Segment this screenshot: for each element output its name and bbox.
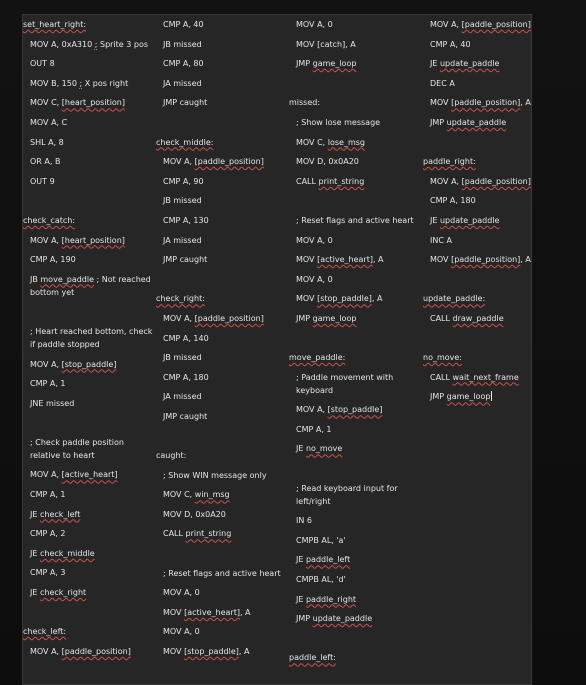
blank-line: [156, 429, 289, 442]
code-line: [23, 38, 156, 51]
code-line: [423, 116, 531, 129]
code-text: JA missed: [163, 235, 202, 245]
code-text: ; Reset flags and active heart: [163, 568, 281, 578]
code-line: [156, 18, 289, 31]
flagged-token: game_loop: [312, 313, 357, 323]
code-line: [23, 377, 156, 390]
code-line: [423, 18, 531, 31]
code-text: CMP A, 190: [30, 255, 76, 265]
code-text: ; Paddle movement with keyboard: [296, 372, 394, 395]
code-text: check_catch:: [23, 215, 76, 225]
code-text: MOV A,: [30, 359, 62, 369]
flagged-token: [stop_paddle]: [327, 405, 383, 415]
code-line: [23, 155, 156, 168]
flagged-token: game_loop: [446, 392, 491, 402]
code-text: MOV A,: [30, 646, 62, 656]
code-text: JE: [30, 509, 40, 519]
flagged-token: [active_heart]: [184, 607, 240, 617]
code-text: MOV A,: [430, 20, 462, 29]
code-line: [289, 514, 423, 527]
code-text: JE: [30, 588, 40, 598]
code-line: [156, 253, 289, 266]
code-text: JB missed: [163, 196, 202, 206]
code-text: OUT 9: [30, 176, 55, 186]
flagged-token: [paddle_position]: [461, 20, 531, 29]
code-line: [156, 175, 289, 188]
code-text: missed:: [289, 98, 321, 108]
document-page[interactable]: [22, 14, 532, 685]
code-line: [289, 612, 423, 625]
code-line: [289, 116, 423, 129]
flagged-token: [paddle_position]: [461, 176, 531, 186]
code-text: MOV: [296, 255, 318, 265]
code-comment: Sprite 3 pos: [97, 39, 149, 49]
code-line: [156, 351, 289, 364]
code-line: [156, 508, 289, 521]
flagged-token: [paddle_position]: [451, 255, 521, 265]
code-comment: X pos right: [82, 78, 129, 88]
code-text: CALL: [430, 313, 453, 323]
code-text: CMP A, 40: [163, 20, 204, 29]
code-text: JMP: [296, 59, 313, 69]
blank-line: [156, 547, 289, 560]
code-text: MOV A, 0xA310: [30, 39, 95, 49]
code-text: CALL: [430, 372, 453, 382]
code-line: [23, 96, 156, 109]
code-line: [289, 18, 423, 31]
flagged-token: [paddle_position]: [194, 157, 264, 167]
code-line: [156, 567, 289, 580]
code-line: [23, 586, 156, 599]
code-text: CMP A, 130: [163, 215, 209, 225]
code-line: [156, 527, 289, 540]
code-line: [289, 442, 423, 455]
code-label: [156, 136, 289, 149]
code-text: MOV: [430, 98, 452, 108]
code-tail: , A: [520, 98, 531, 108]
code-text: ; Show lose message: [296, 117, 381, 127]
code-line: [23, 77, 156, 90]
code-label: [289, 96, 423, 109]
blank-line: [23, 606, 156, 619]
code-line: [156, 194, 289, 207]
code-text: MOV [catch], A: [296, 39, 356, 49]
code-text: CMP A, 40: [430, 39, 471, 49]
blank-line: [289, 632, 423, 645]
code-label: [289, 651, 423, 664]
text-column-2: [156, 15, 289, 685]
code-text: MOV C,: [296, 137, 328, 147]
code-text: CMP A, 180: [430, 196, 476, 206]
blank-line: [423, 136, 531, 149]
code-line: [289, 403, 423, 416]
code-text: JB: [30, 274, 41, 284]
text-column-3: [289, 15, 423, 685]
code-text: JE: [296, 444, 306, 454]
blank-line: [23, 305, 156, 318]
code-line: [289, 38, 423, 51]
code-line: [156, 312, 289, 325]
flagged-token: update_paddle: [312, 614, 373, 624]
code-line: [289, 312, 423, 325]
code-line: [23, 325, 156, 351]
code-text: JMP: [296, 313, 313, 323]
code-line: [23, 273, 156, 299]
code-line: [289, 534, 423, 547]
code-line: [156, 410, 289, 423]
code-line: [289, 423, 423, 436]
code-text: CMP A, 140: [163, 333, 209, 343]
code-line: [23, 175, 156, 188]
code-text: paddle_right:: [423, 157, 476, 167]
code-line: [23, 57, 156, 70]
flagged-token: [paddle_position]: [451, 98, 521, 108]
code-line: [156, 234, 289, 247]
code-line: [156, 488, 289, 501]
flagged-token: [paddle_position]: [61, 646, 131, 656]
code-text: MOV C,: [30, 98, 62, 108]
code-line: [156, 586, 289, 599]
code-tail: ;: [79, 78, 83, 88]
code-line: [156, 57, 289, 70]
flagged-token: [stop_paddle]: [61, 359, 117, 369]
code-line: [423, 234, 531, 247]
flagged-token: print_string: [185, 529, 232, 539]
code-text: JNE missed: [30, 398, 75, 408]
flagged-token: check_middle: [39, 548, 95, 558]
code-text: check_middle:: [156, 137, 214, 147]
code-line: [156, 332, 289, 345]
code-tail: , A: [239, 607, 251, 617]
code-line: [156, 625, 289, 638]
blank-line: [289, 462, 423, 475]
code-text: INC A: [430, 235, 452, 245]
flagged-token: check_left: [39, 509, 81, 519]
code-tail: , A: [238, 647, 250, 656]
code-text: JB missed: [163, 39, 202, 49]
code-text: MOV A, 0: [296, 235, 333, 245]
blank-line: [23, 194, 156, 207]
code-line: [423, 390, 531, 403]
code-tail: ;: [94, 39, 98, 49]
flagged-token: [paddle_position]: [194, 313, 264, 323]
code-text: MOV A, 0: [163, 588, 200, 598]
code-text: MOV A, 0: [296, 274, 333, 284]
code-text: MOV: [163, 607, 185, 617]
code-text: CMPB AL, 'a': [296, 535, 346, 545]
code-line: [156, 371, 289, 384]
flagged-token: draw_paddle: [452, 313, 504, 323]
code-line: [156, 38, 289, 51]
code-line: [23, 527, 156, 540]
code-text: SHL A, 8: [30, 137, 64, 147]
code-line: [23, 253, 156, 266]
blank-line: [289, 194, 423, 207]
code-text: JMP: [430, 117, 447, 127]
code-line: [423, 57, 531, 70]
code-text: JB missed: [163, 353, 202, 363]
flagged-token: update_paddle: [439, 215, 500, 225]
code-line: [289, 371, 423, 397]
code-text: CALL: [296, 176, 319, 186]
blank-line: [23, 416, 156, 429]
code-text: JMP caught: [163, 98, 208, 108]
code-line: [23, 508, 156, 521]
code-label: [423, 155, 531, 168]
code-text: JE: [296, 555, 306, 565]
code-tail: ; Not reached bottom yet: [30, 274, 151, 297]
code-text: paddle_left:: [289, 653, 336, 663]
code-line: [289, 273, 423, 286]
code-text: MOV A,: [430, 176, 462, 186]
flagged-token: [stop_paddle]: [184, 647, 239, 656]
code-text: MOV A, C: [30, 117, 68, 127]
code-tail: , A: [520, 255, 531, 265]
blank-line: [423, 332, 531, 345]
code-text: ; Reset flags and active heart: [296, 215, 414, 225]
code-text: MOV A,: [30, 470, 62, 480]
blank-line: [423, 273, 531, 286]
code-text: DEC A: [430, 78, 455, 88]
code-text: CMP A, 3: [30, 568, 66, 578]
code-line: [289, 175, 423, 188]
code-label: [23, 214, 156, 227]
flagged-token: [heart_position]: [61, 98, 125, 108]
code-line: [23, 645, 156, 658]
code-line: [23, 358, 156, 371]
code-line: [156, 606, 289, 619]
code-text: CMP A, 1: [30, 490, 66, 500]
code-text: JE: [430, 215, 440, 225]
code-line: [289, 214, 423, 227]
flagged-token: [heart_position]: [61, 235, 125, 245]
code-line: [23, 436, 156, 462]
code-line: [156, 77, 289, 90]
code-line: [423, 312, 531, 325]
code-line: [423, 175, 531, 188]
flagged-token: game_loop: [312, 59, 357, 69]
code-text: MOV: [296, 294, 318, 304]
code-line: [156, 96, 289, 109]
code-line: [156, 155, 289, 168]
code-line: [23, 468, 156, 481]
code-label: [289, 351, 423, 364]
code-line: [23, 488, 156, 501]
code-line: [423, 371, 531, 384]
code-label: [423, 351, 531, 364]
code-line: [156, 645, 289, 658]
code-line: [23, 547, 156, 560]
code-label: [23, 18, 156, 31]
code-text: ; Heart reached bottom, check if paddle stopped: [30, 326, 153, 349]
flagged-token: wait_next_frame: [452, 372, 519, 382]
code-line: [289, 482, 423, 508]
code-text: ; Check paddle position relative to heart: [30, 437, 124, 460]
code-line: [289, 573, 423, 586]
flagged-token: print_string: [318, 176, 365, 186]
code-text: CMPB AL, 'd': [296, 575, 346, 585]
blank-line: [289, 332, 423, 345]
code-line: [23, 566, 156, 579]
code-text: MOV A,: [296, 405, 328, 415]
code-label: [423, 292, 531, 305]
code-line: [23, 234, 156, 247]
code-line: [423, 214, 531, 227]
code-label: [156, 449, 289, 462]
code-line: [289, 253, 423, 266]
code-text: MOV C,: [163, 490, 195, 500]
text-column-1: [23, 15, 156, 685]
code-text: CMP A, 1: [30, 379, 66, 389]
code-label: [156, 292, 289, 305]
code-text: CMP A, 180: [163, 372, 209, 382]
code-text: CMP A, 1: [296, 424, 332, 434]
code-text: JMP caught: [163, 411, 208, 421]
code-line: [423, 38, 531, 51]
flagged-token: [active_heart]: [317, 255, 373, 265]
code-text: JE: [296, 594, 306, 604]
code-text: IN 6: [296, 516, 312, 526]
code-text: OUT 8: [30, 59, 55, 69]
code-tail: , A: [372, 255, 384, 265]
text-cursor: [491, 391, 492, 401]
code-line: [23, 397, 156, 410]
code-text: MOV A,: [163, 157, 195, 167]
code-text: CALL: [163, 529, 186, 539]
code-text: set_heart_right:: [23, 20, 87, 29]
flagged-token: no_move: [305, 444, 343, 454]
code-text: MOV A, 0: [296, 20, 333, 29]
code-text: check_right:: [156, 294, 205, 304]
code-line: [423, 96, 531, 109]
code-text: MOV: [430, 255, 452, 265]
code-text: MOV D, 0x0A20: [163, 509, 226, 519]
code-line: [289, 553, 423, 566]
code-text: caught:: [156, 451, 187, 461]
code-label: [23, 625, 156, 638]
blank-line: [156, 116, 289, 129]
code-text: JMP: [430, 392, 447, 402]
blank-line: [156, 273, 289, 286]
code-text: JA missed: [163, 78, 202, 88]
code-text: MOV: [163, 647, 185, 656]
code-text: CMP A, 80: [163, 59, 204, 69]
code-tail: , A: [371, 294, 383, 304]
code-line: [289, 234, 423, 247]
code-text: OR A, B: [30, 157, 61, 167]
code-text: JMP caught: [163, 255, 208, 265]
flagged-token: [stop_paddle]: [317, 294, 372, 304]
code-text: JA missed: [163, 392, 202, 402]
code-text: JE: [30, 548, 40, 558]
code-line: [289, 136, 423, 149]
code-line: [156, 469, 289, 482]
code-line: [23, 116, 156, 129]
code-text: check_left:: [23, 627, 67, 637]
flagged-token: move_paddle: [40, 274, 95, 284]
code-text: MOV A,: [30, 235, 62, 245]
flagged-token: check_right: [39, 588, 87, 598]
code-text: update_paddle:: [423, 294, 486, 304]
code-text: CMP A, 90: [163, 176, 204, 186]
flagged-token: lose_msg: [327, 137, 365, 147]
code-text: MOV A, 0: [163, 627, 200, 637]
flagged-token: win_msg: [194, 490, 230, 500]
text-column-4: [423, 15, 531, 685]
flagged-token: paddle_left: [305, 555, 351, 565]
flagged-token: [active_heart]: [61, 470, 118, 480]
code-line: [289, 57, 423, 70]
blank-line: [289, 77, 423, 90]
code-text: MOV D, 0x0A20: [296, 157, 359, 167]
code-text: CMP A, 2: [30, 529, 66, 539]
code-text: MOV A,: [163, 313, 195, 323]
code-line: [156, 214, 289, 227]
code-text: ; Show WIN message only: [163, 470, 267, 480]
code-text: JMP: [296, 614, 313, 624]
code-line: [289, 292, 423, 305]
code-line: [156, 390, 289, 403]
code-line: [423, 77, 531, 90]
code-line: [289, 593, 423, 606]
code-text: move_paddle:: [289, 353, 346, 363]
code-text: ; Read keyboard input for left/right: [296, 483, 398, 506]
flagged-token: paddle_right: [305, 594, 357, 604]
code-text: no_move:: [423, 353, 463, 363]
code-line: [423, 194, 531, 207]
code-line: [289, 155, 423, 168]
code-text: MOV B, 150: [30, 78, 80, 88]
code-line: [423, 253, 531, 266]
flagged-token: update_paddle: [439, 59, 500, 69]
code-text: JE: [430, 59, 440, 69]
flagged-token: update_paddle: [446, 117, 507, 127]
code-line: [23, 136, 156, 149]
